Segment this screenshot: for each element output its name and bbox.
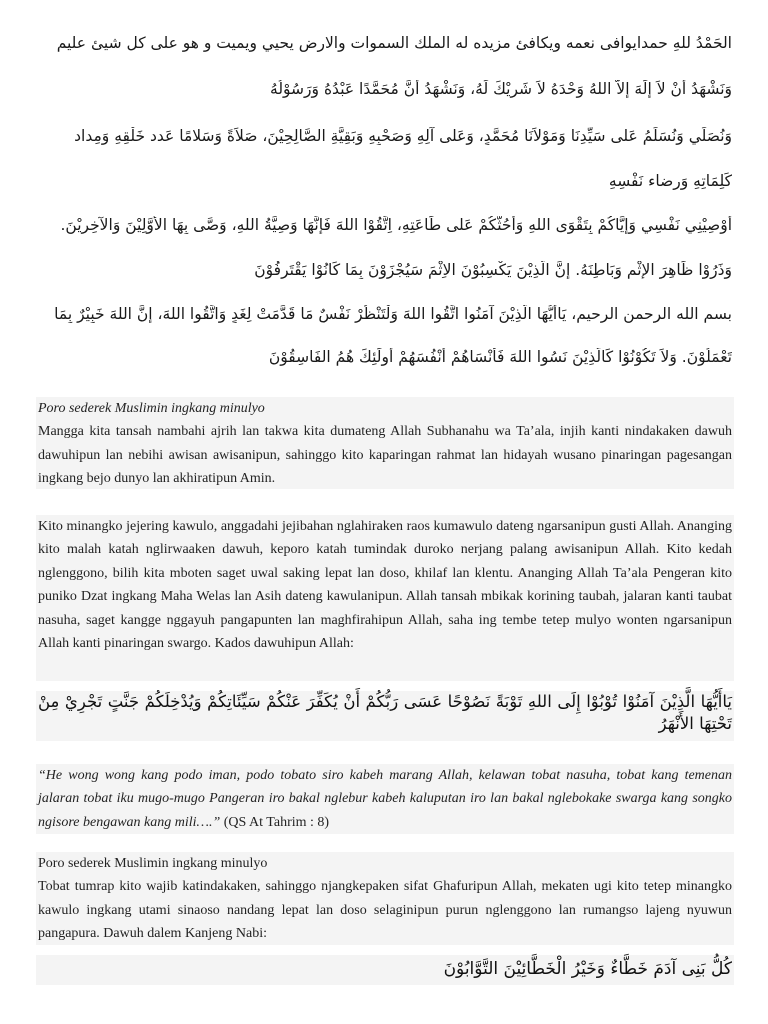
arabic-line-7: بسم الله الرحمن الرحيم، يَاأَيُّهَا الَّذِيْنَ آمَنُوا اتَّقُوا اللهَ وَلْتَنْظُرْ نَفْسٌ مَا قَدَّمَتْ لِغَدٍ وَاتَّقُوا اللهَ، إِنَّ اللهَ خَبِيْرٌ بِمَا — [54, 305, 732, 323]
arabic-line-5: أُوْصِيْنِي نَفْسِي وَإِيَّاكُمْ بِتَقْوَى اللهِ وَأَحُثُّكُمْ عَلى طَاعَتِهِ، اِتَّقُوْا اللهَ فَإِنَّهَا وَصِيَّةُ اللهِ، وَصَّى بِهَا الأَوَّلِيْنَ وَالآخِرِيْنَ. — [60, 216, 732, 234]
arabic-line-3: وَنُصَلِّي وَنُسَلِّمُ عَلى سَيِّدِنَا وَمَوْلاَنَا مُحَمَّدٍ، وَعَلى آلِهِ وَصَحْبِهِ وَبَقِيَّةِ الصَّالِحِيْنَ، صَلاَةً وَسَلامًا عَدد خَلْقِهِ وَمِداد — [74, 127, 732, 145]
paragraph-text: Kito minangko jejering kawulo, anggadahi jejibahan nglahiraken raos kumawulo dateng ngarsanipun gusti Allah. Ananging kito malah katah nglirwaaken dawuh, keporo katah tumindak duroko nerjang palang awisanipun Allah. Kito kedah nglenggono, bilih kita mboten saget uwal saking lepat lan doso, khilaf lan klentu. Ananging Allah Ta’ala Pengeran kito puniko Dzat ingkang Maha Welas lan Asih dateng kawulanipun. Allah tansah mbikak korining taubah, jalaran kanti taubat nasuha, saget kangge nggayuh pangapunten lan maghfirahipun Allah, saha ing tembe tetep mulyo wonten ngarsanipun Allah kanti pinaringan swargo. Kados dawuhipun Allah: — [38, 519, 732, 652]
translation-source: (QS At Tahrim : 8) — [220, 814, 330, 830]
arabic-line-6: وَذَرُوْا ظَاهِرَ الإِثْمِ وَبَاطِنَهُ. إِنَّ الَّذِيْنَ يَكْسِبُوْنَ الاِثْمَ سَيُجْزَوْنَ بِمَا كَانُوْا يَقْتَرِفُوْنَ — [254, 261, 732, 279]
verse-block — [36, 691, 734, 741]
arabic-line-2: وَنَشْهَدُ أَنْ لاَ إِلَهَ إِلاَّ اللهُ وَحْدَهُ لاَ شَرِيْكَ لَهُ، وَنَشْهَدُ أَنَّ مُحَمَّدًا عَبْدُهُ وَرَسُوْلُهُ — [270, 80, 732, 98]
paragraph-text: Mangga kita tansah nambahi ajrih lan takwa kita dumateng Allah Subhanahu wa Ta’ala, injih kanti nindakaken dawuh dawuhipun lan nebihi awisan awisanipun, sahinggo kito kaparingan rahmat lan hidayah wusano pinaringan pagesangan ingkang bejo dunyo lan akhiratipun Amin. — [38, 424, 732, 487]
arabic-line-4: كَلِمَاتِهِ وَرِضاء نَفْسِهِ — [608, 172, 732, 190]
paragraph-text: Tobat tumrap kito wajib katindakaken, sahinggo njangkepaken sifat Ghafuripun Allah, mekaten ugi kito tetep minangko kawulo ingkang utami sinaoso nandang lepat lan doso selaginipun purun nglenggono lan rumangso lajeng nyuwun pangapura. Dawuh dalem Kanjeng Nabi: — [38, 879, 732, 942]
translation-quote: “He wong wong kang podo iman, podo tobato siro kabeh marang Allah, kelawan tobat nasuha, tobat kang temenan jalaran tobat iku mugo-mugo Pangeran iro bakal nglebur kabeh kaluputan iro lan bakal nglebokake swarga kang songko ngisore bengawan kang mili….” — [38, 768, 732, 830]
quran-verse: يَاأَيُّهَا الَّذِيْنَ آمَنُوْا تُوْبُوْا إِلَى اللهِ تَوْبَةً نَصُوْحًا عَسَى رَبُّكُمْ أَنْ يُكَفِّرَ عَنْكُمْ سَيِّئَاتِكُمْ وَيُدْخِلَكُمْ جَنَّتٍ تَجْرِيْ مِنْ تَحْتِهَا الأَنْهَرُ — [38, 692, 732, 733]
paragraph-block-2 — [36, 515, 734, 681]
paragraph-block-1 — [36, 397, 734, 489]
arabic-line-1: الحَمْدُ للهِ حمدايوافى نعمه ويكافئ مزيده له الملك السموات والارض يحيي ويميت و هو على كل شيئ عليم — [56, 34, 732, 52]
section-heading: Poro sederek Muslimin ingkang minulyo — [38, 401, 265, 416]
arabic-line-8: تَعْمَلُوْنَ. وَلاَ تَكُوْنُوْا كَالَّذِيْنَ نَسُوا اللهَ فَأَنْسَاهُمْ أَنْفُسَهُمْ أُولَئِكَ هُمُ الفَاسِقُوْنَ — [268, 348, 732, 366]
hadith-block — [36, 955, 734, 985]
hadith-text: كُلُّ بَنِى آدَمَ خَطَّاءٌ وَخَيْرُ الْخَطَّائِيْنَ التَّوَّابُوْنَ — [443, 959, 732, 979]
section-heading: Poro sederek Muslimin ingkang minulyo — [38, 856, 268, 871]
translation-block — [36, 764, 734, 834]
paragraph-block-3 — [36, 852, 734, 945]
